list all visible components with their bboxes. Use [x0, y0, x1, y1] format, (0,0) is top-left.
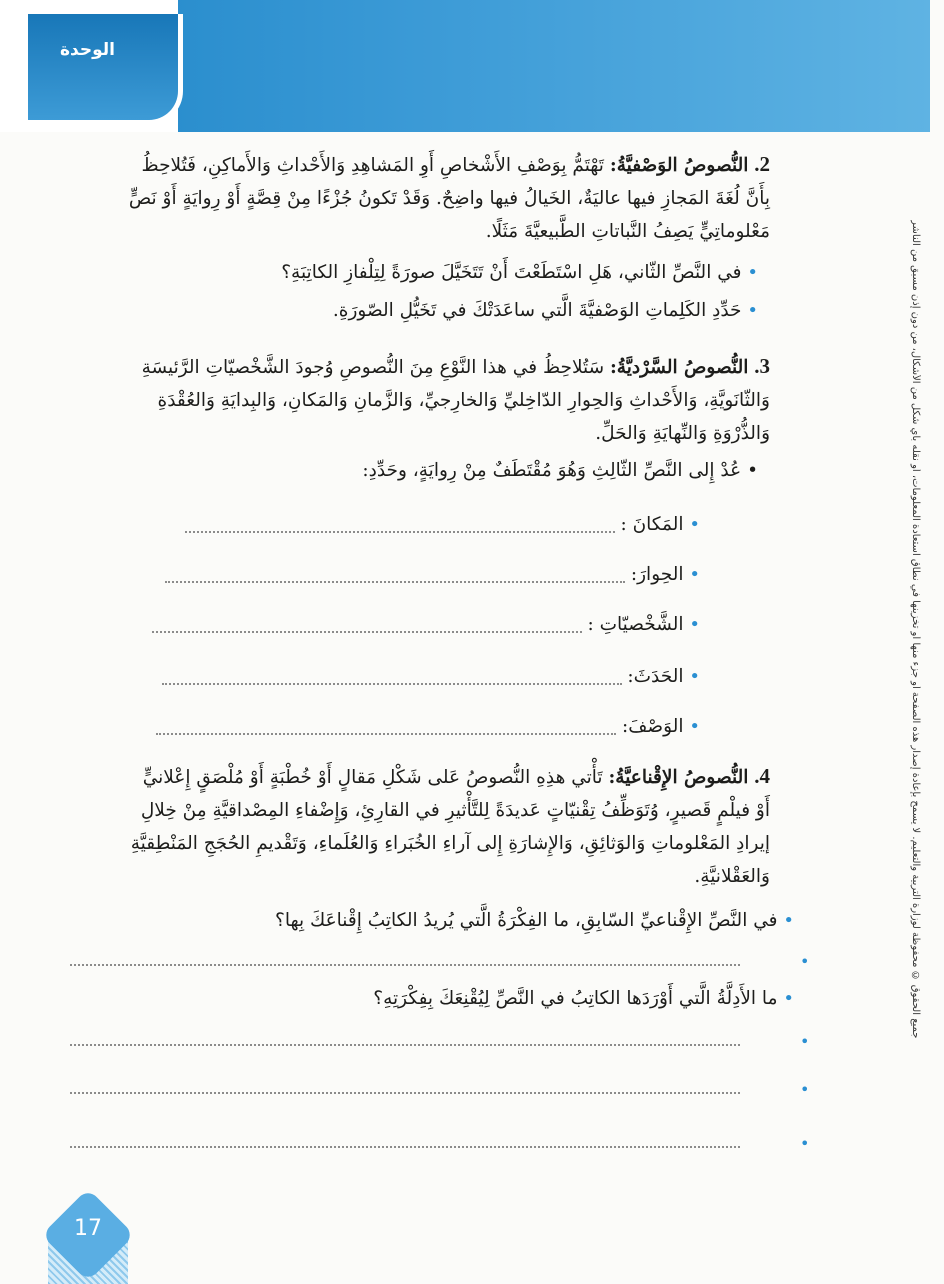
field-place: • المَكانَ :: [60, 508, 700, 541]
section-4-text-2: أَوْ فيلْمٍ قَصيرٍ، وُتَوَظِّفُ تِقْنيّاتٍ عَديدَةً لِلتَّأْثيرِ في القارِئِ، وَإِضْفاءِ المِصْداقيَّةِ مِنْ خِلالِ: [140, 800, 770, 821]
bullet-dot-icon: •: [783, 988, 794, 1009]
section-descriptive: [80, 148, 770, 248]
unit-label: الوحدة: [60, 40, 115, 60]
section-3-text-2: وَالثّانَويَّةِ، وَالأَحْداثِ وَالحِوارِ الدّاخِليِّ وَالخارِجيِّ، وَالزَّمانِ وَالمَكانِ، وَالبِدايَةِ وَالعُقْدَةِ: [157, 390, 770, 411]
section-4-line-1: [80, 760, 770, 794]
section-narrative: [80, 350, 770, 450]
section-4-text-4: وَالعَقْلانيَّةِ.: [694, 866, 770, 887]
bullet-dot-icon: •: [689, 514, 700, 535]
section-3-text-1: سَتُلاحِظُ في هذا النَّوْعِ مِنَ النُّصوصِ وُجودَ الشَّخْصيّاتِ الرَّئيسَةِ: [141, 357, 605, 378]
field-characters: • الشَّخْصيّاتِ :: [60, 608, 700, 641]
bullet-dot-icon: •: [747, 300, 758, 321]
section-2-bullet-2: • حَدِّدِ الكَلِماتِ الوَصْفيَّةَ الَّتي ساعَدَتْكَ في تَخَيُّلِ الصّورَةِ.: [332, 300, 758, 321]
answer-line-place[interactable]: [185, 517, 615, 533]
answer-line-characters[interactable]: [152, 617, 582, 633]
bullet-dot-icon: •: [689, 716, 700, 737]
section-2-text-2: بِأَنَّ لُغَةَ المَجازِ فيها عاليَةٌ، الخَيالُ فيها واضِحٌ. وَقَدْ تَكونُ جُزْءًا مِنْ قِصَّةٍ أَوْ رِوايَةٍ أَوْ نَصٍّ: [128, 188, 770, 209]
answer-line-3[interactable]: [70, 1090, 740, 1094]
section-3-text-3: وَالذُّرْوَةِ وَالنِّهايَةِ وَالحَلِّ.: [595, 423, 770, 444]
section-4-text-1: تَأْتي هذِهِ النُّصوصُ عَلى شَكْلِ مَقالٍ أَوْ خُطْبَةٍ أَوْ مُلْصَقٍ إِعْلانيٍّ: [142, 767, 603, 788]
bullet-dot-icon: •: [800, 952, 810, 971]
field-dialogue: • الحِوارَ:: [60, 558, 700, 591]
section-persuasive: [80, 760, 770, 893]
section-3-title: النُّصوصُ السَّرْديَّةُ:: [609, 357, 749, 378]
bullet-dot-icon: •: [747, 460, 758, 481]
bullet-dot-icon: •: [783, 910, 794, 931]
question-2: • ما الأَدِلَّةُ الَّتي أَوْرَدَها الكاتِبُ في النَّصِّ لِيُقْنِعَكَ بِفِكْرَتِهِ؟: [373, 988, 794, 1009]
section-2-text-3: مَعْلوماتِيٍّ يَصِفُ النَّباتاتِ الطَّبيعيَّةَ مَثَلًا.: [485, 221, 770, 242]
answer-line-2[interactable]: [70, 1042, 740, 1046]
bullet-dot-icon: •: [800, 1032, 810, 1051]
section-4-number: 4.: [754, 764, 770, 788]
section-3-instruction: • عُدْ إِلى النَّصِّ الثّالِثِ وَهُوَ مُقْتَطَفٌ مِنْ رِوايَةٍ، وحَدِّدِ:: [362, 460, 758, 481]
answer-line-description[interactable]: [156, 719, 616, 735]
bullet-dot-icon: •: [689, 666, 700, 687]
answer-line-event[interactable]: [162, 669, 622, 685]
section-3-number: 3.: [754, 354, 770, 378]
field-event: • الحَدَثَ:: [60, 660, 700, 693]
section-2-number: 2.: [754, 152, 770, 176]
section-2-bullet-1: • في النَّصِّ الثّاني، هَلِ اسْتَطَعْتَ أَنْ تَتَخَيَّلَ صورَةً لِتِلْفازِ الكاتِبَةِ؟: [281, 262, 758, 283]
field-description: • الوَصْفَ:: [60, 710, 700, 743]
bullet-dot-icon: •: [689, 564, 700, 585]
section-2-title: النُّصوصُ الوَصْفيَّةُ:: [609, 155, 749, 176]
copyright-note: جميع الحقوق © محفوظة لوزارة التربية والتعليم. لا يسمح بإعادة إصدار هذه الصفحة أو جزء منها أو تخزينها في نطاق استعادة المعلومات، أو نقله بأي شكل من الأشكال، من دون إذن مسبق من الناشر: [910, 220, 921, 1039]
page-number: 17: [74, 1216, 102, 1241]
bullet-dot-icon: •: [800, 1080, 810, 1099]
bullet-dot-icon: •: [689, 614, 700, 635]
bullet-dot-icon: •: [800, 1134, 810, 1153]
section-4-text-3: إيرادِ المَعْلوماتِ وَالوَثائِقِ، وَالإِشارَةِ إِلى آراءِ الخُبَراءِ وَالعُلَماءِ، وَتَقْديمِ الحُجَجِ المَنْطِقيَّةِ: [130, 833, 770, 854]
section-2-text-1: تَهْتَمُّ بِوَصْفِ الأَشْخاصِ أَوِ المَشاهِدِ وَالأَحْداثِ وَالأَماكِنِ، فَتُلاحِظُ: [141, 155, 604, 176]
section-4-title: النُّصوصُ الإِقْناعيَّةُ:: [608, 767, 749, 788]
answer-line-4[interactable]: [70, 1144, 740, 1148]
question-1: • في النَّصِّ الإِقْناعيِّ السّابِقِ، ما الفِكْرَةُ الَّتي يُريدُ الكاتِبُ إِقْناعَكَ بِها؟: [275, 910, 794, 931]
answer-line-1[interactable]: [70, 962, 740, 966]
section-2-line-1: [80, 148, 770, 182]
answer-line-dialogue[interactable]: [165, 567, 625, 583]
section-3-line-1: [80, 350, 770, 384]
bullet-dot-icon: •: [747, 262, 758, 283]
unit-tab: [28, 14, 183, 125]
